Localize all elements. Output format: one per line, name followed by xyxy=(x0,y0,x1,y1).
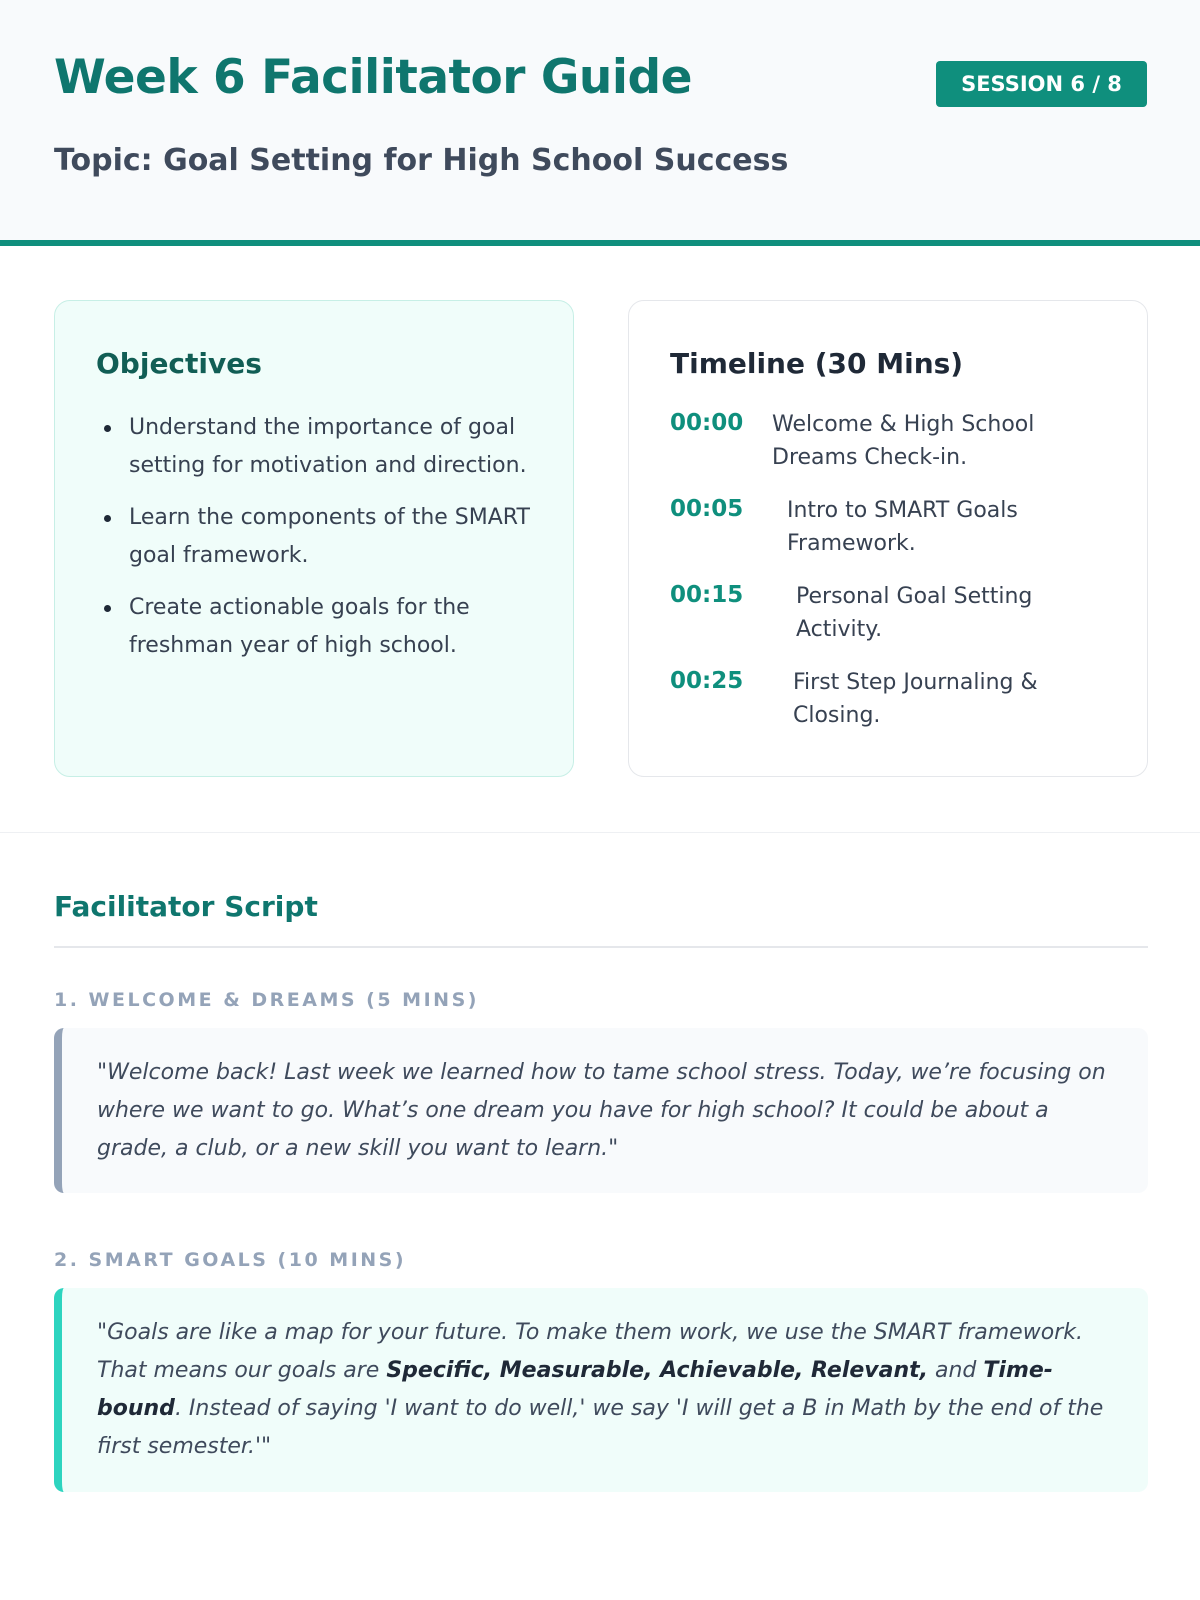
list-item xyxy=(96,499,536,575)
script-title: Facilitator Script xyxy=(54,890,318,923)
timeline-text: Welcome & High School Dreams Check-in. xyxy=(772,412,1035,470)
objectives-card xyxy=(54,300,574,777)
timeline-row xyxy=(670,666,1110,732)
timeline-title: Timeline (30 Mins) xyxy=(670,347,964,380)
header xyxy=(0,0,1200,246)
topic-subtitle: Topic: Goal Setting for High School Success xyxy=(54,143,789,178)
script-rule xyxy=(54,946,1148,948)
smart-quote xyxy=(54,1288,1148,1492)
objective-text: Learn the components of the SMART goal framework. xyxy=(129,505,530,568)
objectives-list xyxy=(96,409,536,679)
timeline-text: First Step Journaling & Closing. xyxy=(793,670,1038,728)
timeline-time: 00:25 xyxy=(670,668,744,694)
welcome-quote xyxy=(54,1028,1148,1193)
timeline-time: 00:15 xyxy=(670,582,744,608)
list-item xyxy=(96,589,536,665)
timeline-text: Personal Goal Setting Activity. xyxy=(796,584,1033,642)
timeline-text: Intro to SMART Goals Framework. xyxy=(787,498,1018,556)
bullet-icon xyxy=(104,425,111,432)
section-label-welcome: 1. WELCOME & DREAMS (5 MINS) xyxy=(54,989,479,1011)
page-title: Week 6 Facilitator Guide xyxy=(54,50,693,105)
bullet-icon xyxy=(104,605,111,612)
quote-bold-time: Time-bound xyxy=(97,1358,1053,1421)
timeline-row xyxy=(670,408,1110,474)
timeline-card xyxy=(628,300,1148,777)
bullet-icon xyxy=(104,515,111,522)
objective-text: Understand the importance of goal setting for motivation and direction. xyxy=(129,415,527,478)
timeline-row xyxy=(670,494,1110,560)
quote-text-start: "Goals are like a map for your future. To make them work, we use the SMART framework. That means our goals are xyxy=(97,1320,1083,1383)
quote-text-end: . Instead of saying 'I want to do well,' we say 'I will get a B in Math by the end of the first semester.'" xyxy=(97,1396,1104,1459)
objectives-title: Objectives xyxy=(96,347,262,380)
timeline-time: 00:05 xyxy=(670,496,744,522)
session-badge: SESSION 6 / 8 xyxy=(936,61,1147,107)
quote-bold-smart: Specific, Measurable, Achievable, Relevant, xyxy=(386,1358,928,1383)
section-divider xyxy=(0,832,1200,833)
timeline-time: 00:00 xyxy=(670,410,744,436)
timeline-list xyxy=(670,408,1110,752)
list-item xyxy=(96,409,536,485)
quote-text: "Welcome back! Last week we learned how to tame school stress. Today, we’re focusing on where we want to go. What’s one dream you have for high school? It could be about a grade, a club, or a new skill you want to learn." xyxy=(97,1060,1106,1161)
section-label-smart: 2. SMART GOALS (10 MINS) xyxy=(54,1249,407,1271)
quote-text-mid: and xyxy=(928,1358,984,1383)
objective-text: Create actionable goals for the freshman year of high school. xyxy=(129,595,470,658)
timeline-row xyxy=(670,580,1110,646)
